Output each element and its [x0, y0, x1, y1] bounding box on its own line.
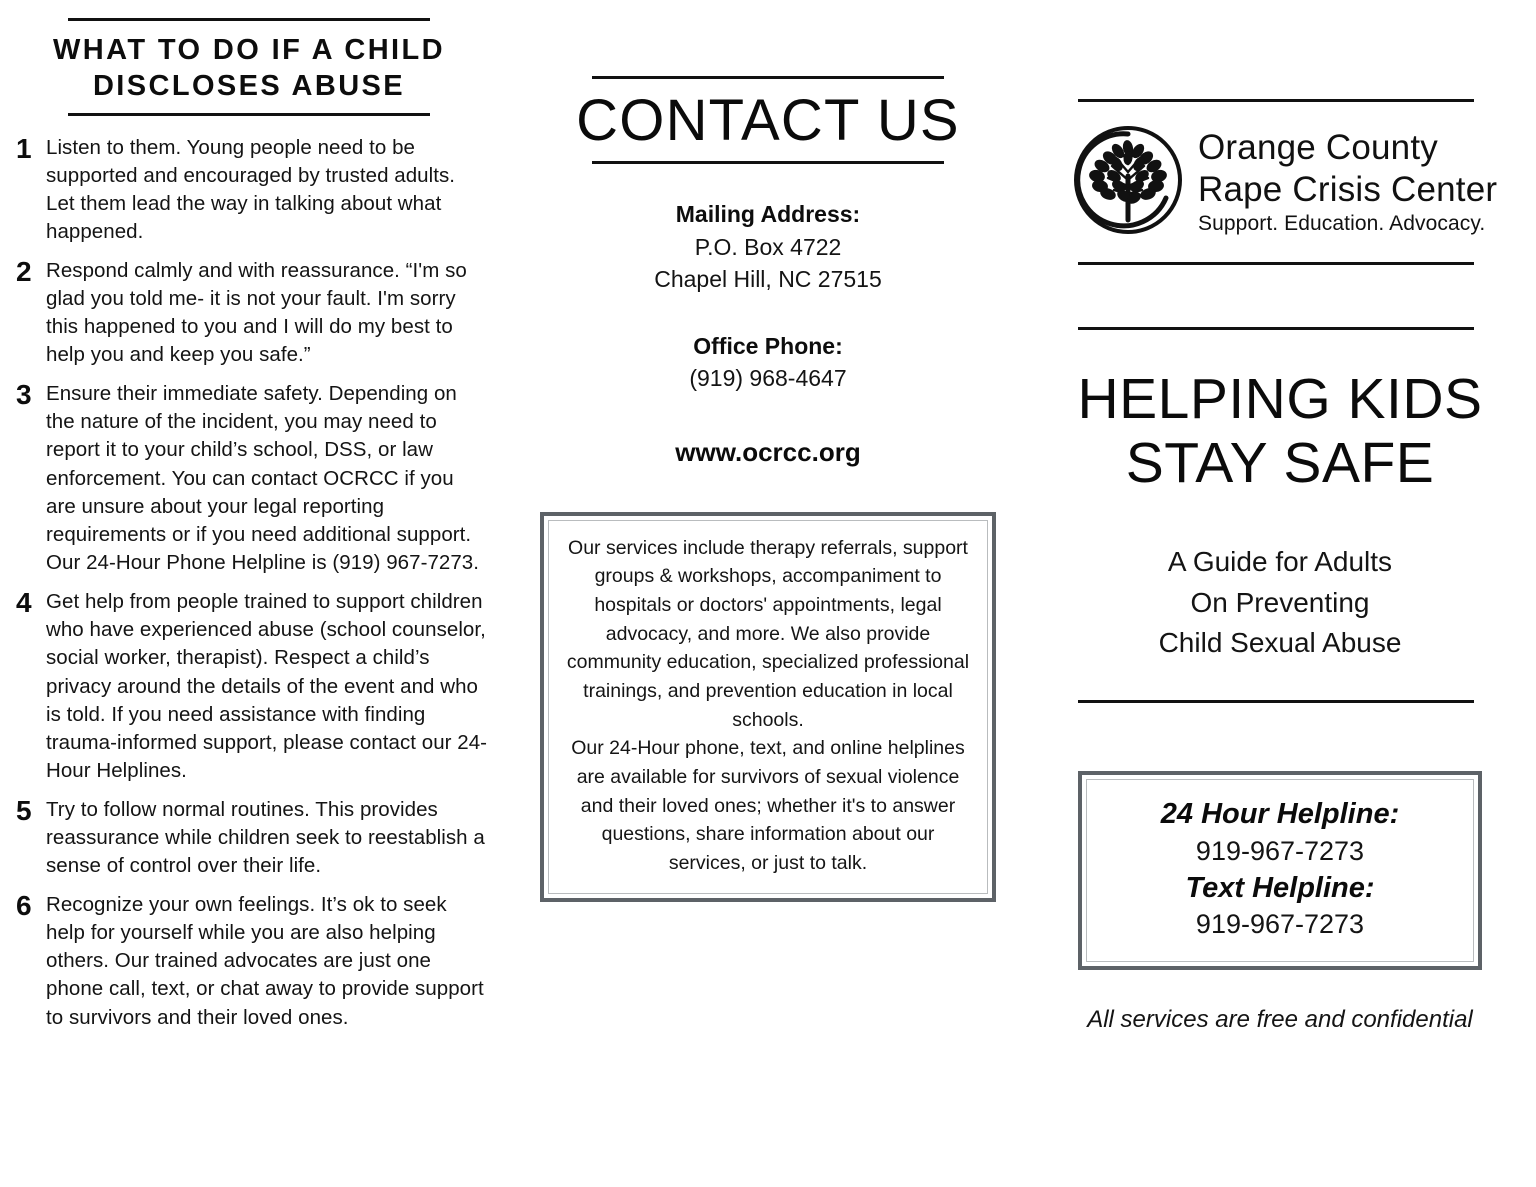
- step-number: 3: [16, 378, 32, 410]
- list-item: [10, 134, 488, 247]
- panel-left-disclosure-steps: [0, 0, 512, 1187]
- step-number: 5: [16, 794, 32, 826]
- organization-logo: [1072, 124, 1512, 236]
- step-number: 1: [16, 132, 32, 164]
- services-box: [540, 512, 996, 902]
- panel-middle-contact: [512, 0, 1024, 1187]
- list-item: [10, 891, 488, 1032]
- logo-tagline: Support. Education. Advocacy.: [1198, 211, 1486, 235]
- helpline-box: [1078, 771, 1482, 970]
- list-item: [10, 380, 488, 578]
- services-paragraph-1: Our services include therapy referrals, support groups & workshops, accompaniment to hospitals or doctors' appointments, legal advocacy, and more. We also provide community education, specialized professional trainings, and prevention education in local schools.: [566, 536, 970, 731]
- website-link[interactable]: www.ocrcc.org: [675, 436, 861, 467]
- list-item: [10, 588, 488, 786]
- step-number: 4: [16, 586, 32, 618]
- list-item: [10, 796, 488, 881]
- cover-rule-above-title: [1078, 327, 1474, 330]
- step-text: Ensure their immediate safety. Depending on the nature of the incident, you may need to report it to your child’s school, DSS, or law enforcement. You can contact OCRCC if you are unsure about your legal reporting requirements or if you need additional support. Our 24-Hour Phone Helpline is (919) 967-7273.: [46, 381, 479, 575]
- panel-right-cover: [1024, 0, 1536, 1187]
- contact-details: [536, 198, 1000, 394]
- mailing-address-line-1: P.O. Box 4722: [694, 233, 842, 260]
- mailing-address-label: Mailing Address:: [675, 201, 861, 228]
- step-text: Recognize your own feelings. It’s ok to seek help for yourself while you are also helping others. Our trained advocates are just one phone call, text, or chat away to provide support to survivors and their loved ones.: [46, 892, 484, 1029]
- contact-heading-rule-bottom: [592, 161, 944, 164]
- logo-wordmark: [1198, 127, 1497, 234]
- office-phone-label: Office Phone:: [693, 332, 843, 359]
- contact-spacer: [536, 296, 1000, 330]
- step-number: 6: [16, 889, 32, 921]
- page-title-line-2: STAY SAFE: [1125, 430, 1435, 495]
- step-text: Get help from people trained to support children who have experienced abuse (school counselor, social worker, therapist). Respect a child’s privacy around the details of the event and who is told. If you need assistance with finding trauma-informed support, please contact our 24-Hour Helplines.: [46, 589, 488, 783]
- tree-in-circle-logo-icon: [1072, 124, 1184, 236]
- cover-rule-below-subtitle: [1078, 700, 1474, 703]
- services-paragraph-2: Our 24-Hour phone, text, and online helplines are available for survivors of sexual violence and their loved ones; whether it's to answer questions, share information about our services, or just to talk.: [571, 737, 965, 874]
- page-title: [1048, 368, 1512, 496]
- logo-line-2: Rape Crisis Center: [1198, 169, 1498, 209]
- mailing-address-line-2: Chapel Hill, NC 27515: [654, 266, 882, 293]
- step-number: 2: [16, 255, 32, 287]
- left-heading-rule-bottom: [68, 113, 430, 116]
- cover-rule-under-logo: [1078, 262, 1474, 265]
- helpline-text-label: Text Helpline:: [1185, 871, 1375, 904]
- helpline-box-inner: [1086, 779, 1474, 962]
- cover-rule-top: [1078, 99, 1474, 102]
- disclosure-steps-list: [10, 134, 488, 1032]
- contact-heading-rule-top: [592, 76, 944, 79]
- page-subtitle-line-3: Child Sexual Abuse: [1158, 627, 1402, 659]
- page-title-line-1: HELPING KIDS: [1077, 367, 1483, 431]
- office-phone-number: (919) 968-4647: [689, 365, 847, 391]
- helpline-text-number[interactable]: 919-967-7273: [1195, 909, 1365, 940]
- step-text: Try to follow normal routines. This provides reassurance while children seek to reestablish a sense of control over their life.: [46, 797, 485, 878]
- services-box-inner: [548, 520, 988, 894]
- footer-note: All services are free and confidential: [1087, 1005, 1473, 1033]
- page-subtitle-line-2: On Preventing: [1190, 586, 1370, 618]
- left-heading-rule-top: [68, 18, 430, 21]
- helpline-phone-label: 24 Hour Helpline:: [1160, 798, 1400, 831]
- step-text: Listen to them. Young people need to be supported and encouraged by trusted adults. Let them lead the way in talking about what happened.: [46, 135, 456, 244]
- contact-heading: CONTACT US: [576, 88, 960, 153]
- helpline-phone-number[interactable]: 919-967-7273: [1195, 835, 1365, 866]
- page-subtitle-line-1: A Guide for Adults: [1167, 545, 1393, 577]
- step-text: Respond calmly and with reassurance. “I'm so glad you told me- it is not your fault. I'm sorry this happened to you and I will do my best to help you and keep you safe.”: [46, 258, 467, 367]
- page-subtitle: [1048, 542, 1512, 665]
- left-panel-heading: WHAT TO DO IF A CHILD DISCLOSES ABUSE: [53, 34, 445, 103]
- list-item: [10, 257, 488, 370]
- logo-line-1: Orange County: [1198, 127, 1438, 167]
